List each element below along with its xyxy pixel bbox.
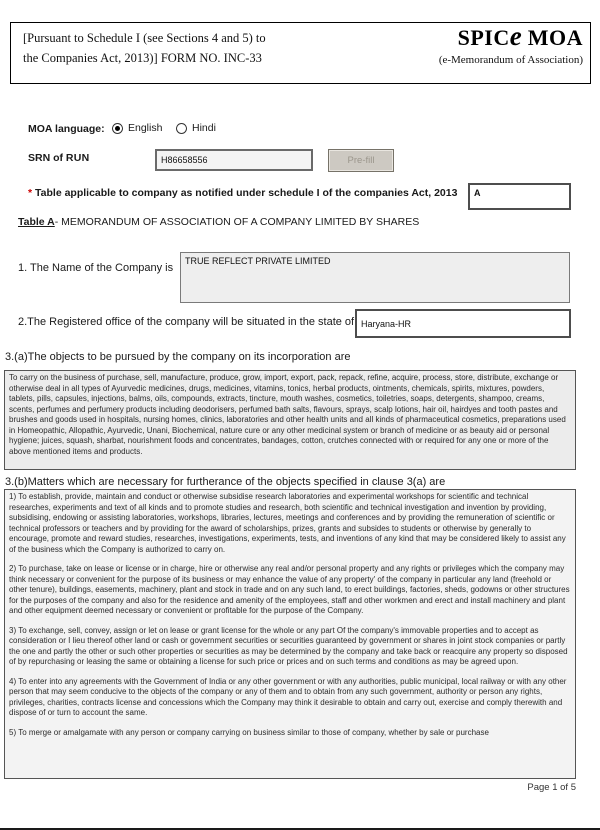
- table-a-bold: Table A: [18, 216, 55, 228]
- objects-3a-text: To carry on the business of purchase, sell, manufacture, produce, grow, import, export, pack, repack, refine, acquire, process, store, distribute, exchange or otherwise deal in all types of Ayurvedic medicines, drugs, medicines, vitamins, tonics, herbal products, ointments, chemicals, spirits, mixtures, powders, tablets, pills, capsules, injections, balms, oils, compounds, extracts, tincture, mouth washes, cosmetics, toiletries, soaps, detergents, shampoo, creams, scents, perfumes and perfumery products including deodorisers, perfumed bath salts, flavours, sprays, scalp lotions, hair oil, hairdyes and tooth pastes and brushes and goods used in hospitals, nursing homes, clinics, laboratories and other health units and all kinds of pharmaceutical cosmetics, preparations used in Homeopathic, Allopathic, Ayurvedic, Unani, Biochemical, nature cure or any other medicinal system or branch of medicine or as beauty aid or personal hygiene; juices, squash, sharbat, nourishment foods and concentrates, bandages, cotton, crutches connected with or required for any one or more of the above mentioned items and products.: [9, 373, 566, 456]
- table-a-rest: - MEMORANDUM OF ASSOCIATION OF A COMPANY LIMITED BY SHARES: [54, 216, 420, 228]
- prefill-button-label: Pre-fill: [347, 155, 375, 166]
- pursuant-line-2: the Companies Act, 2013)] FORM NO. INC-33: [23, 51, 262, 65]
- table-applicable-input[interactable]: [468, 183, 571, 210]
- pursuant-text: [23, 28, 266, 68]
- radio-hindi-label: Hindi: [192, 122, 216, 134]
- radio-english[interactable]: [112, 122, 162, 134]
- radio-hindi[interactable]: [176, 122, 216, 134]
- brand-suffix: MOA: [521, 25, 583, 50]
- radio-unselected-icon: [176, 123, 187, 134]
- table-applicable-label: Table applicable to company as notified under schedule I of the companies Act, 2013: [35, 187, 458, 199]
- company-name-value: TRUE REFLECT PRIVATE LIMITED: [185, 256, 331, 266]
- radio-selected-icon: [112, 123, 123, 134]
- page-indicator: Page 1 of 5: [527, 782, 576, 793]
- brand-e: e: [509, 21, 522, 51]
- srn-value: H86658556: [161, 155, 208, 165]
- objects-3a-textarea[interactable]: [4, 370, 576, 470]
- srn-input[interactable]: [155, 149, 313, 171]
- objects-3b-label: 3.(b)Matters which are necessary for furtherance of the objects specified in clause 3(a) are: [5, 476, 446, 488]
- objects-3b-paragraph-3: 3) To exchange, sell, convey, assign or let on lease or grant license for the whole or any part Of the company's immovable properties and to accept as consideration or I lieu thereof other land or cash or government securities or securities guaranteed by government or shares in joint stock companies or partly the one and partly the other or such other properties or securities as may be determined by the company and take back or reacquire any property so disposed of by repurchasing or leasing the same or obtaining a license for such price or prices and on such terms and conditions as may be agreed upon.: [9, 625, 568, 666]
- pursuant-line-1: [Pursuant to Schedule I (see Sections 4 and 5) to: [23, 31, 266, 45]
- radio-english-label: English: [128, 122, 163, 134]
- objects-3b-paragraph-1: 1) To establish, provide, maintain and conduct or otherwise subsidise research laboratories and experimental workshops for scientific and technical researches, experiments and text of all kinds and to promote studies and research, both scientific and technical investigation and invention by providing, subsidising, endowing or assisting laboratories, workshops, libraries, lectures, meetings and conferences and by providing the remuneration of scientific or technical professors or teachers and by providing for the award of scholarships, prizes, grants and subsides to students or otherwise by generally to encourage, promote and reward studies, researches, investigations, experiments, tests, and inventions of any kind that may be considered likely to assist any of the business which the Company is authorized to carry on.: [9, 492, 566, 554]
- state-input[interactable]: [355, 309, 571, 338]
- required-marker: *: [28, 187, 33, 199]
- form-header: [10, 22, 591, 84]
- state-value: Haryana-HR: [361, 318, 412, 329]
- brand-prefix: SPIC: [457, 25, 510, 50]
- srn-label-prefix: SRN of: [28, 152, 66, 164]
- objects-3a-label: 3.(a)The objects to be pursued by the company on its incorporation are: [5, 351, 351, 363]
- objects-3b-paragraph-4: 4) To enter into any agreements with the Government of India or any other government or with any authorities, public municipal, local railway or with any other person that may seem conducive to the objects of the company or any of them and to obtain from any such government, authority or person any rights, privileges, charities, contracts license and concessions which the Company may think it desirable to obtain and carry out, exercise and comply therewith and dispose of or turn to account the same.: [9, 676, 567, 717]
- srn-label: [28, 152, 90, 164]
- objects-3b-paragraph-5: 5) To merge or amalgamate with any person or company carrying on business similar to those of company, whether by sale or purchase: [9, 727, 489, 737]
- moa-language-label: MOA language:: [28, 123, 105, 135]
- company-name-label: 1. The Name of the Company is: [18, 262, 174, 274]
- objects-3b-paragraph-2: 2) To purchase, take on lease or license or in charge, hire or otherwise any real and/or personal property and any rights or privileges which the company may think necessary or convenient for the purpose of its business or may enhance the value of any property' of the company in particular any land (freehold or other tenure), buildings, easements, machinery, plant and stock in trade and on any such land, to erect buildings, factories, sheds, godowns or other structures for the purposes of the company and also for the residence and amenity of the employees, staff and other workmen and erect and install machinery and plant and other equipment deemed necessary or convenient or profitable for the purpose of the Company.: [9, 564, 570, 615]
- table-applicable-value: A: [474, 188, 481, 198]
- objects-3b-textarea[interactable]: [4, 489, 576, 779]
- company-name-input[interactable]: [180, 252, 570, 303]
- prefill-button[interactable]: [328, 149, 394, 172]
- run-logo-text: RUN: [65, 152, 90, 164]
- table-a-heading: [18, 216, 419, 228]
- spice-moa-logo: [439, 21, 583, 51]
- registered-office-label: 2.The Registered office of the company will be situated in the state of: [18, 316, 355, 328]
- brand-block: [438, 21, 583, 66]
- table-applicable-row-label: [28, 187, 457, 199]
- brand-subtitle: (e-Memorandum of Association): [438, 54, 583, 66]
